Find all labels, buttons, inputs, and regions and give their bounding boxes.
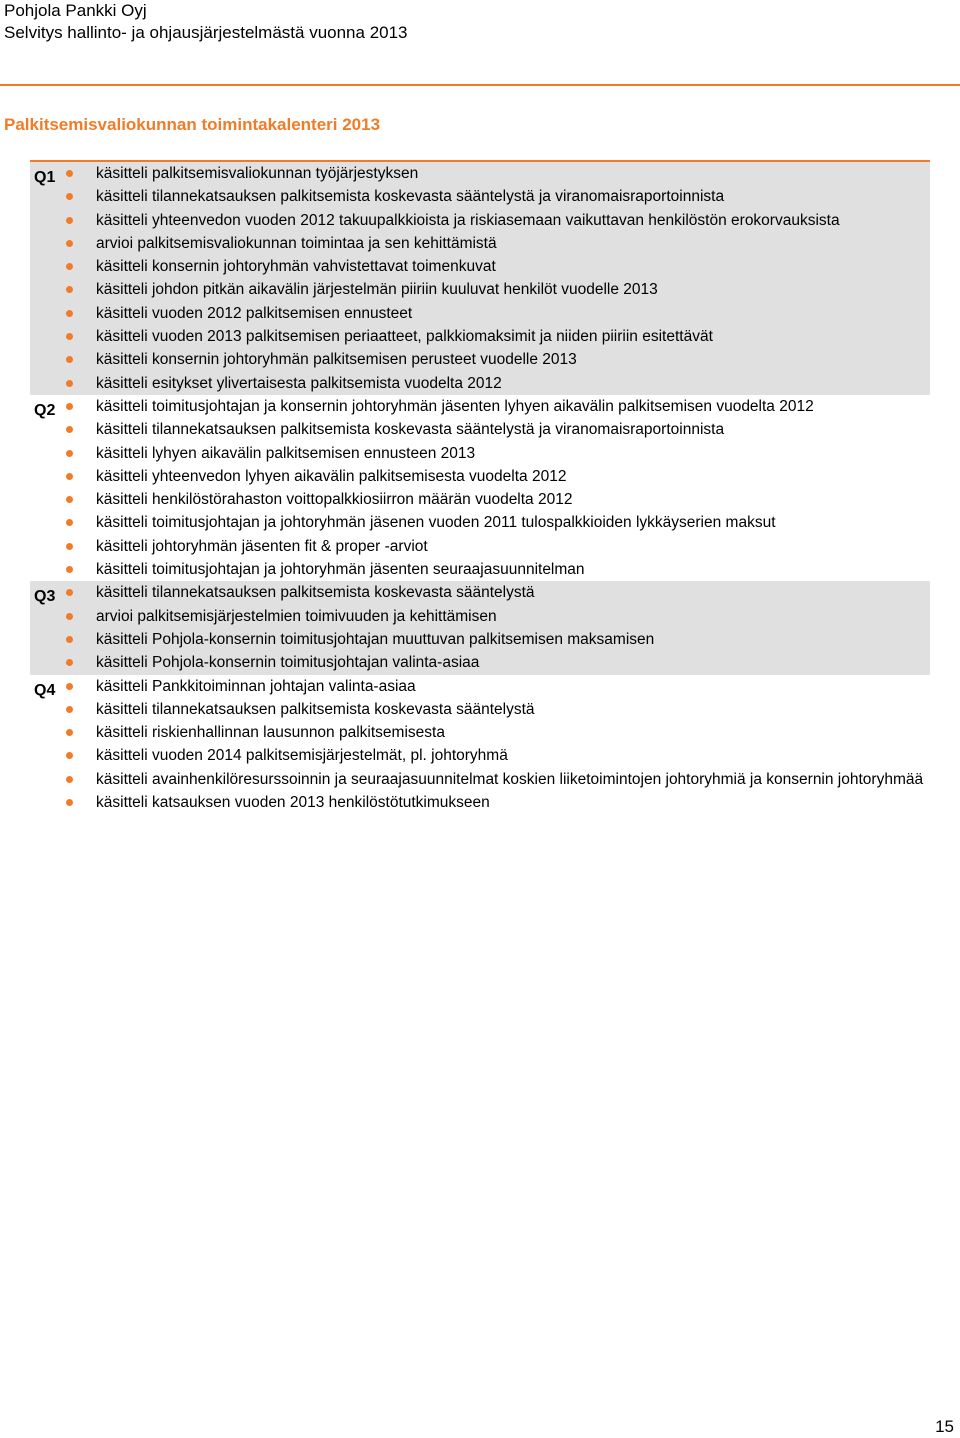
quarters-list [30,162,930,814]
list-item-text: käsitteli toimitusjohtajan ja konsernin johtoryhmän jäsenten lyhyen aikavälin palkitsemisen vuodelta 2012 [96,397,814,415]
list-item-text: käsitteli tilannekatsauksen palkitsemista koskevasta sääntelystä ja viranomaisraportoinnista [96,421,725,439]
list-item [30,651,930,674]
bullet-icon [66,566,73,573]
list-item-text: käsitteli toimitusjohtajan ja johtoryhmän jäsenten seuraajasuunnitelman [96,561,585,579]
bullet-icon [66,706,73,713]
list-item [30,791,930,814]
list-item-text: käsitteli tilannekatsauksen palkitsemista koskevasta sääntelystä [96,584,535,602]
quarter-items [30,162,930,395]
page-number: 15 [935,1417,954,1436]
list-item [30,488,930,511]
bullet-icon [66,473,73,480]
list-item [30,348,930,371]
list-item [30,581,930,604]
bullet-icon [66,659,73,666]
list-item-text: käsitteli Pohjola-konsernin toimitusjohtajan muuttuvan palkitsemisen maksamisen [96,630,655,648]
list-item-text: käsitteli toimitusjohtajan ja johtoryhmän jäsenen vuoden 2011 tulospalkkioiden lykkäyserien maksut [96,514,776,532]
bullet-icon [66,543,73,550]
list-item [30,302,930,325]
section-title: Palkitsemisvaliokunnan toimintakalenteri 2013 [4,115,381,134]
list-item [30,698,930,721]
bullet-icon [66,683,73,690]
bullet-icon [66,613,73,620]
quarter-items [30,675,930,815]
list-item [30,465,930,488]
list-item [30,162,930,185]
quarter-label: Q1 [34,169,56,186]
bullet-icon [66,356,73,363]
list-item-text: käsitteli esitykset ylivertaisesta palkitsemista vuodelta 2012 [96,374,502,392]
list-item [30,605,930,628]
document-subtitle: Selvitys hallinto- ja ohjausjärjestelmästä vuonna 2013 [4,23,408,42]
list-item [30,185,930,208]
header-divider [0,84,960,86]
bullet-icon [66,333,73,340]
quarter-q3 [30,581,930,674]
list-item-text: käsitteli yhteenvedon lyhyen aikavälin palkitsemisesta vuodelta 2012 [96,467,567,485]
document-header [4,0,944,44]
bullet-icon [66,496,73,503]
bullet-icon [66,286,73,293]
quarter-label: Q4 [34,681,56,699]
bullet-icon [66,193,73,200]
company-name: Pohjola Pankki Oyj [4,1,147,20]
list-item [30,628,930,651]
list-item-text: arvioi palkitsemisjärjestelmien toimivuuden ja kehittämisen [96,607,497,625]
list-item-text: käsitteli Pohjola-konsernin toimitusjohtajan valinta-asiaa [96,654,480,672]
bullet-icon [66,170,73,177]
bullet-icon [66,589,73,596]
list-item [30,395,930,418]
list-item-text: käsitteli vuoden 2013 palkitsemisen periaatteet, palkkiomaksimit ja niiden piiriin esitettävät [96,328,713,346]
quarter-items [30,581,930,674]
list-item-text: käsitteli palkitsemisvaliokunnan työjärjestyksen [96,165,419,182]
list-item [30,232,930,255]
bullet-icon [66,403,73,410]
list-item-text: käsitteli johtoryhmän jäsenten fit & proper -arviot [96,537,428,555]
list-item [30,325,930,348]
list-item-text: käsitteli konsernin johtoryhmän vahvistettavat toimenkuvat [96,258,496,276]
bullet-icon [66,380,73,387]
list-item-text: käsitteli Pankkitoiminnan johtajan valinta-asiaa [96,677,416,695]
list-item [30,744,930,767]
list-item [30,558,930,581]
list-item [30,442,930,465]
bullet-icon [66,752,73,759]
list-item-text: käsitteli johdon pitkän aikavälin järjestelmän piiriin kuuluvat henkilöt vuodelle 2013 [96,281,658,299]
quarter-items [30,395,930,581]
list-item-text: käsitteli lyhyen aikavälin palkitsemisen ennusteen 2013 [96,444,476,462]
bullet-icon [66,426,73,433]
list-item-text: käsitteli vuoden 2014 palkitsemisjärjestelmät, pl. johtoryhmä [96,747,508,765]
list-item-text: käsitteli tilannekatsauksen palkitsemista koskevasta sääntelystä [96,700,535,718]
list-item [30,209,930,232]
list-item-text: käsitteli riskienhallinnan lausunnon palkitsemisesta [96,724,445,742]
bullet-icon [66,636,73,643]
list-item [30,372,930,395]
list-item [30,768,930,791]
quarter-label: Q3 [34,588,56,606]
bullet-icon [66,776,73,783]
list-item [30,535,930,558]
bullet-icon [66,217,73,224]
bullet-icon [66,240,73,247]
list-item-text: käsitteli konsernin johtoryhmän palkitsemisen perusteet vuodelle 2013 [96,351,577,369]
list-item [30,418,930,441]
bullet-icon [66,450,73,457]
list-item [30,278,930,301]
quarter-q4 [30,675,930,815]
quarter-label: Q2 [34,401,56,419]
list-item [30,721,930,744]
list-item-text: käsitteli yhteenvedon vuoden 2012 takuupalkkioista ja riskiasemaan vaikuttavan henkilöstön erokorvauksista [96,211,840,229]
activity-calendar [30,160,930,814]
list-item [30,511,930,534]
bullet-icon [66,263,73,270]
list-item-text: käsitteli henkilöstörahaston voittopalkkiosiirron määrän vuodelta 2012 [96,491,573,509]
bullet-icon [66,729,73,736]
quarter-q1 [30,162,930,395]
list-item [30,255,930,278]
list-item-text: käsitteli avainhenkilöresurssoinnin ja seuraajasuunnitelmat koskien liiketoimintojen johtoryhmiä ja konsernin johtoryhmää [96,770,924,788]
quarter-q2 [30,395,930,581]
list-item-text: käsitteli vuoden 2012 palkitsemisen ennusteet [96,304,413,322]
bullet-icon [66,310,73,317]
list-item-text: käsitteli tilannekatsauksen palkitsemista koskevasta sääntelystä ja viranomaisraportoinnista [96,188,725,206]
bullet-icon [66,519,73,526]
list-item-text: arvioi palkitsemisvaliokunnan toimintaa ja sen kehittämistä [96,234,497,252]
list-item [30,675,930,698]
bullet-icon [66,799,73,806]
list-item-text: käsitteli katsauksen vuoden 2013 henkilöstötutkimukseen [96,794,490,812]
